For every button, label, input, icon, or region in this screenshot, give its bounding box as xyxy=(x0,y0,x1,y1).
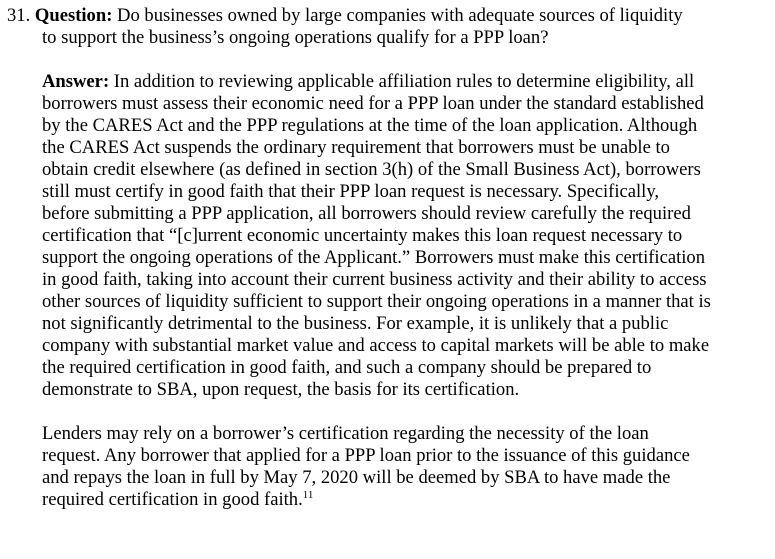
footnote-reference[interactable]: 11 xyxy=(302,489,314,501)
answer-text-line: by the CARES Act and the PPP regulations at the time of the loan application. Although xyxy=(42,115,698,136)
answer-last-line xyxy=(42,489,313,511)
answer-text-line: and repays the loan in full by May 7, 2020 will be deemed by SBA to have made the xyxy=(42,467,671,488)
answer-text-line: obtain credit elsewhere (as defined in section 3(h) of the Small Business Act), borrowers xyxy=(42,159,701,180)
question-number-line xyxy=(7,5,683,27)
answer-text-line: In addition to reviewing applicable affiliation rules to determine eligibility, all xyxy=(113,71,695,92)
answer-text-line: not significantly detrimental to the business. For example, it is unlikely that a public xyxy=(42,313,669,334)
answer-text-line: certification that “[c]urrent economic uncertainty makes this loan request necessary to xyxy=(42,225,683,246)
answer-label: Answer: xyxy=(42,71,110,92)
answer-text-line: required certification in good faith. xyxy=(42,489,303,510)
answer-text-line: before submitting a PPP application, all borrowers should review carefully the required xyxy=(42,203,691,224)
answer-text-line: company with substantial market value and access to capital markets will be able to make xyxy=(42,335,710,356)
answer-text-line: request. Any borrower that applied for a PPP loan prior to the issuance of this guidance xyxy=(42,445,690,466)
answer-text-line: still must certify in good faith that their PPP loan request is necessary. Specifically, xyxy=(42,181,660,202)
answer-first-line xyxy=(42,71,694,93)
question-text-line: to support the business’s ongoing operations qualify for a PPP loan? xyxy=(42,27,549,48)
answer-text-line: borrowers must assess their economic need for a PPP loan under the standard established xyxy=(42,93,704,114)
question-number: 31. xyxy=(7,5,31,26)
question-label: Question: xyxy=(34,5,113,26)
answer-text-line: demonstrate to SBA, upon request, the basis for its certification. xyxy=(42,379,520,400)
answer-text-line: other sources of liquidity sufficient to support their ongoing operations in a manner that is xyxy=(42,291,711,312)
question-text-line: Do businesses owned by large companies with adequate sources of liquidity xyxy=(117,5,683,26)
answer-text-line: support the ongoing operations of the Applicant.” Borrowers must make this certification xyxy=(42,247,706,268)
answer-text-line: in good faith, taking into account their current business activity and their ability to access xyxy=(42,269,707,290)
answer-text-line: Lenders may rely on a borrower’s certification regarding the necessity of the loan xyxy=(42,423,649,444)
answer-text-line: the required certification in good faith, and such a company should be prepared to xyxy=(42,357,652,378)
answer-text-line: the CARES Act suspends the ordinary requirement that borrowers must be unable to xyxy=(42,137,670,158)
